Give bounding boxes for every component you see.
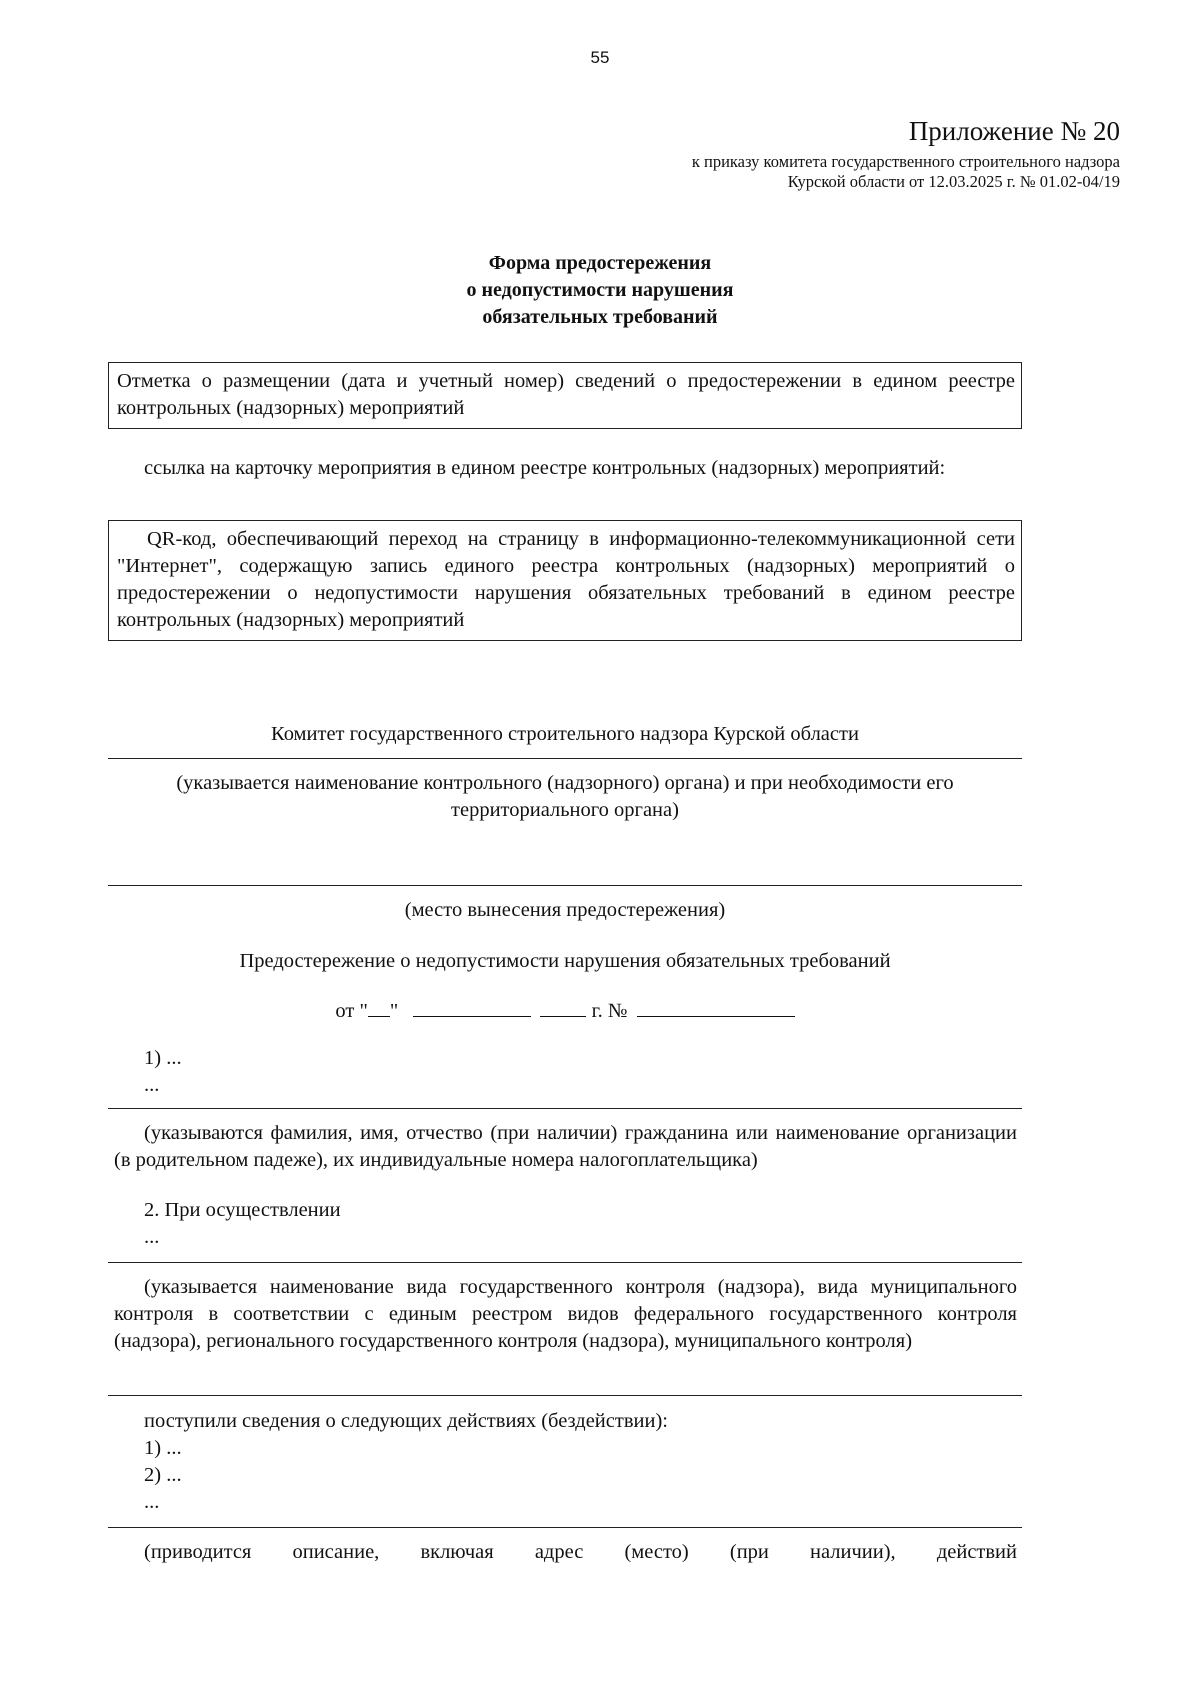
day-blank [368,998,390,1017]
registry-mark-box: Отметка о размещении (дата и учетный номер) сведений о предостережении в едином реестре контрольных (надзорных) мероприятий [108,362,1022,429]
persons-caption: (указываются фамилия, имя, отчество (при наличии) гражданина или наименование организации (в родительном падеже), их индивидуальные номера налогоплательщика) [114,1122,1017,1171]
appendix-order-line-2: Курской области от 12.03.2025 г. № 01.02-04/19 [787,172,1120,191]
date-quote-close: " [389,1000,399,1022]
form-title-line-3: обязательных требований [482,306,718,328]
description-caption: (приводится описание, включая адрес (место) (при наличии), действий [144,1541,1017,1563]
form-title [0,250,1200,331]
form-title-line-2: о недопустимости нарушения [466,279,734,301]
appendix-order-line-1: к приказу комитета государственного строительного надзора [691,152,1120,171]
form-title-line-1: Форма предостережения [488,252,712,274]
actions-line-2: 2) ... [144,1464,182,1486]
item-1-line-2: ... [144,1074,160,1096]
date-number-line [108,998,1022,1025]
date-year-suffix: г. № [591,1000,628,1022]
item-2-line-1: 2. При осуществлении [144,1199,341,1221]
divider-line [108,1527,1022,1528]
divider-line [108,758,1022,759]
qr-code-box: QR-код, обеспечивающий переход на страницу в информационно-телекоммуникационной сети "Интернет", содержащую запись единого реестра контрольных (надзорных) мероприятий о предостережении о недопустимости нарушения обязательных требований в едином реестре контрольных (надзорных) мероприятий [108,520,1022,641]
divider-line [108,1262,1022,1263]
item-1-line-1: 1) ... [144,1047,182,1069]
year-blank [540,998,586,1017]
actions-line-1: 1) ... [144,1437,182,1459]
divider-line [108,885,1022,886]
date-prefix: от " [335,1000,368,1022]
authority-caption: (указывается наименование контрольного (надзорного) органа) и при необходимости его территориального органа) [176,772,954,821]
control-type-caption: (указывается наименование вида государственного контроля (надзора), вида муниципального контроля в соответствии с единым реестром видов федерального государственного контроля (надзора), регионального государственного контроля (надзора), муниципального контроля) [114,1276,1017,1352]
actions-intro: поступили сведения о следующих действиях (бездействии): [144,1410,668,1432]
appendix-header [692,116,1120,192]
item-2-line-2: ... [144,1226,160,1248]
divider-line [108,1395,1022,1396]
page-number: 55 [590,48,610,67]
appendix-title: Приложение № 20 [908,116,1120,146]
number-blank [637,998,795,1017]
divider-line [108,1108,1022,1109]
authority-name: Комитет государственного строительного надзора Курской области [271,723,859,745]
actions-line-3: ... [144,1491,160,1513]
month-blank [413,998,531,1017]
registry-link-text: ссылка на карточку мероприятия в едином реестре контрольных (надзорных) мероприятий: [144,457,946,479]
warning-heading: Предостережение о недопустимости нарушения обязательных требований [239,950,891,972]
place-caption: (место вынесения предостережения) [404,899,726,921]
